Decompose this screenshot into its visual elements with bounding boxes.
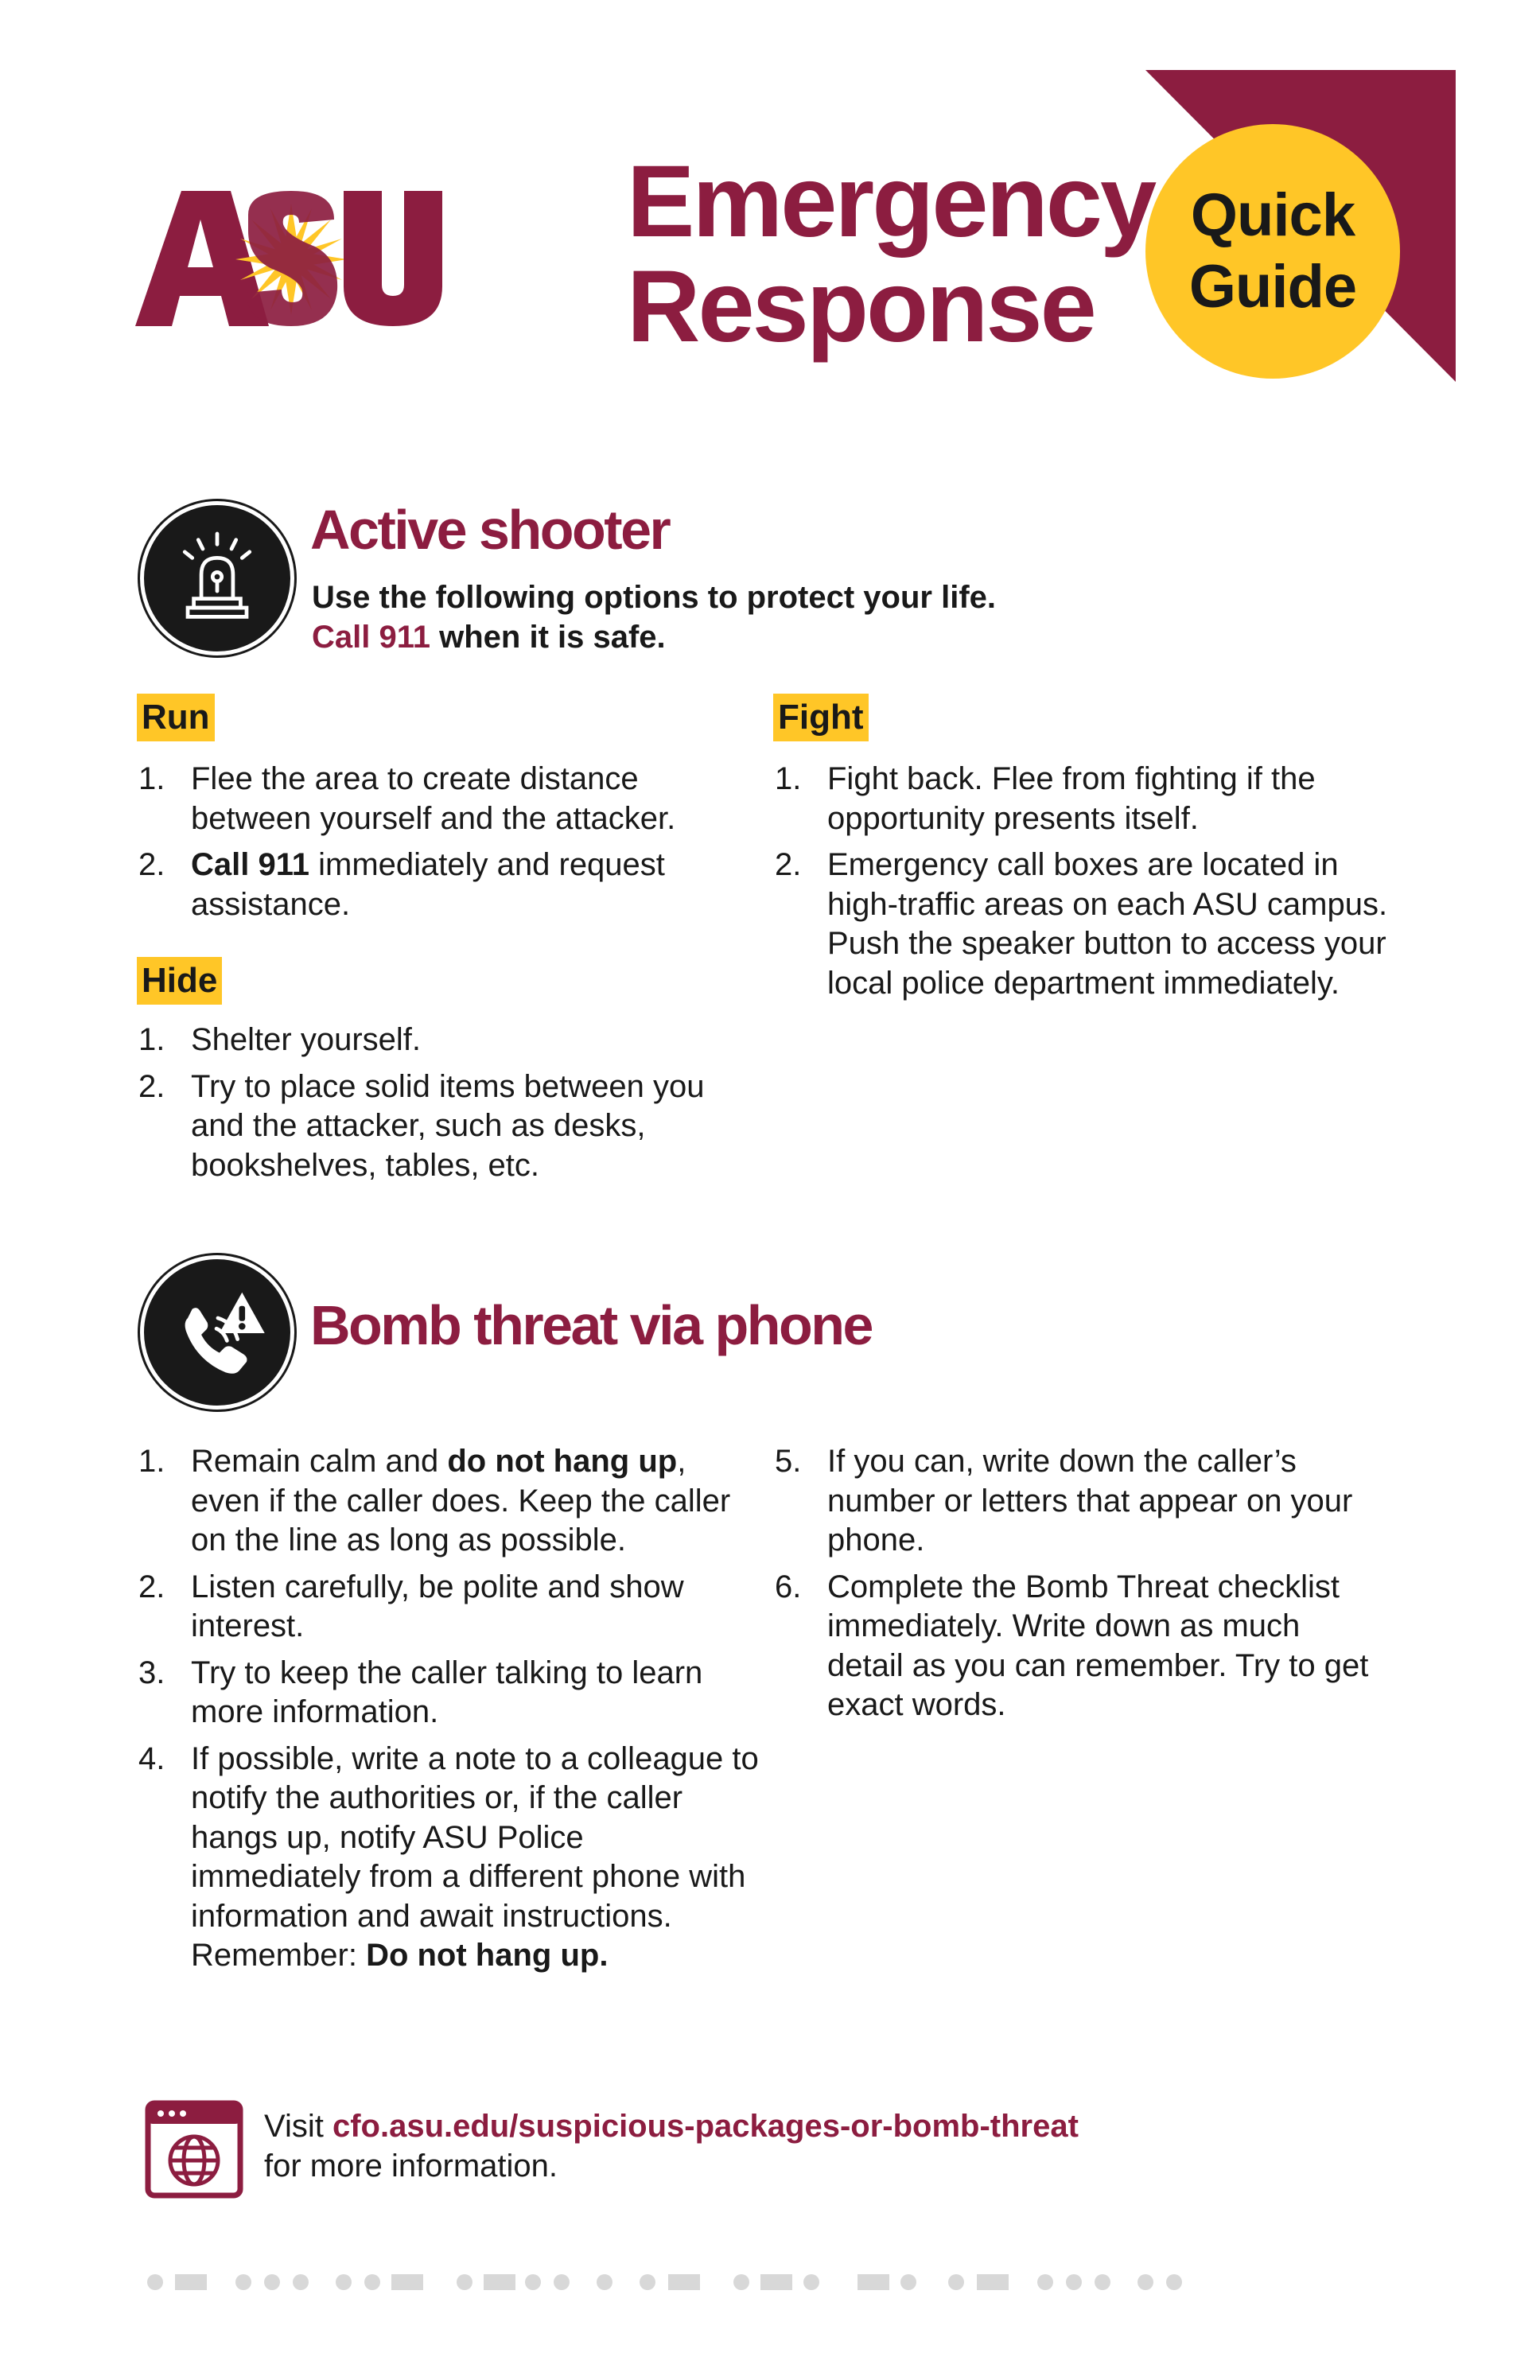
info-link[interactable]: cfo.asu.edu/suspicious-packages-or-bomb-threat bbox=[332, 2109, 1079, 2144]
asu-sunburst-logo bbox=[135, 191, 442, 326]
bomb-threat-title: Bomb threat via phone bbox=[310, 1294, 872, 1356]
subtitle-line-2 bbox=[312, 617, 996, 657]
run-list bbox=[138, 760, 759, 931]
title-line-1: Emergency bbox=[627, 145, 1155, 259]
phone-alert-icon bbox=[140, 1255, 294, 1410]
subtitle-rest: when it is safe. bbox=[430, 620, 666, 655]
siren-icon bbox=[140, 501, 294, 655]
list-item: 6. Complete the Bomb Threat checklist immediately. Write down as much detail as you can remember. Try to get exact words. bbox=[775, 1569, 1369, 1722]
list-item: 3. Try to keep the caller talking to learn more information. bbox=[138, 1655, 703, 1729]
quick-guide-badge bbox=[1145, 124, 1400, 379]
call-911-text: Call 911 bbox=[312, 620, 431, 655]
bomb-threat-list-left bbox=[138, 1442, 759, 1983]
list-item: 2. Listen carefully, be polite and show interest. bbox=[138, 1569, 684, 1643]
decorative-dot-pattern bbox=[143, 2270, 1384, 2294]
list-item: 1. Flee the area to create distance between yourself and the attacker. bbox=[138, 761, 676, 836]
list-item: 1. Shelter yourself. bbox=[138, 1022, 422, 1057]
list-item: 1. Fight back. Flee from fighting if the opportunity presents itself. bbox=[775, 761, 1316, 836]
visit-line-1: Visit cfo.asu.edu/suspicious-packages-or-bomb-threat bbox=[264, 2109, 1079, 2144]
hide-list bbox=[138, 1021, 759, 1192]
list-item: 2. Try to place solid items between you and the attacker, such as desks, bookshelves, tables, etc. bbox=[138, 1068, 705, 1183]
asu-logo bbox=[135, 191, 445, 326]
badge-line-2: Guide bbox=[1188, 253, 1357, 321]
list-item: 1. Remain calm and do not hang up, even if the caller does. Keep the caller on the line as long as possible. bbox=[138, 1444, 731, 1558]
page-title bbox=[627, 145, 1155, 364]
list-item: 4. If possible, write a note to a colleague to notify the authorities or, if the caller hangs up, notify ASU Police immediately from a different phone with information and await instructions. Remember: Do not hang up. bbox=[138, 1740, 759, 1973]
list-item: 2. Call 911 immediately and request assistance. bbox=[138, 847, 665, 922]
web-browser-icon bbox=[145, 2100, 243, 2199]
run-label: Run bbox=[137, 694, 215, 741]
visit-line-2: for more information. bbox=[264, 2149, 558, 2184]
list-item: 2. Emergency call boxes are located in high-traffic areas on each ASU campus. Push the speaker button to access your local police department immediately. bbox=[775, 847, 1388, 1001]
active-shooter-title: Active shooter bbox=[310, 499, 670, 561]
subtitle-line-1: Use the following options to protect your life. bbox=[312, 580, 996, 615]
hide-label: Hide bbox=[137, 957, 222, 1005]
active-shooter-subtitle bbox=[312, 578, 996, 657]
badge-line-1: Quick bbox=[1190, 181, 1355, 249]
bomb-threat-list-right bbox=[775, 1442, 1379, 1732]
title-line-2: Response bbox=[627, 250, 1095, 364]
fight-list bbox=[775, 760, 1411, 1010]
list-item: 5. If you can, write down the caller’s number or letters that appear on your phone. bbox=[775, 1444, 1353, 1558]
visit-info bbox=[264, 2106, 1079, 2186]
fight-label: Fight bbox=[773, 694, 869, 741]
